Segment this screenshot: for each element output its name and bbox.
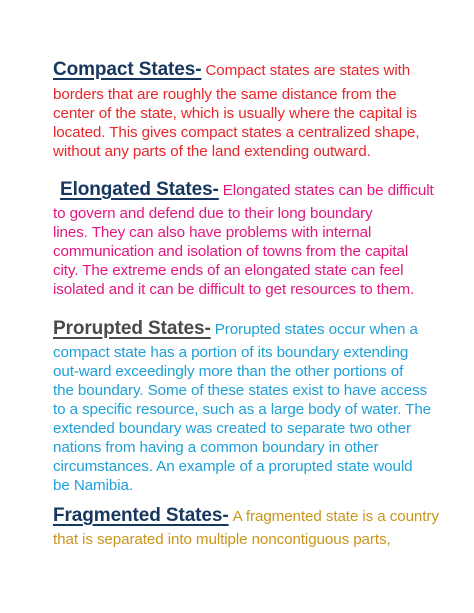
body-line: out-ward exceedingly more than the other portions of <box>53 363 404 380</box>
body-line: located. This gives compact states a centralized shape, <box>53 124 420 141</box>
body-line: lines. They can also have problems with internal <box>53 224 372 241</box>
body-line: be Namibia. <box>53 477 133 494</box>
body-line: that is separated into multiple noncontiguous parts, <box>53 531 391 548</box>
body-line: nations from having a common boundary in other <box>53 439 379 456</box>
body-line: communication and isolation of towns from the capital <box>53 243 409 260</box>
heading-line <box>53 319 418 339</box>
section-heading: Fragmented States- <box>53 505 229 526</box>
body-line: center of the state, which is usually where the capital is <box>53 105 417 122</box>
heading-line <box>60 180 434 200</box>
body-line: city. The extreme ends of an elongated state can feel <box>53 262 404 279</box>
section-lead-text: A fragmented state is a country <box>232 508 439 525</box>
body-line: extended boundary was created to separate two other <box>53 420 411 437</box>
body-line: without any parts of the land extending outward. <box>53 143 371 160</box>
body-line: isolated and it can be difficult to get resources to them. <box>53 281 415 298</box>
section-heading: Elongated States- <box>60 179 219 200</box>
body-line: borders that are roughly the same distance from the <box>53 86 397 103</box>
body-line: to govern and defend due to their long boundary <box>53 205 373 222</box>
heading-line <box>53 60 410 80</box>
heading-line <box>53 506 439 526</box>
body-line: to a specific resource, such as a large body of water. The <box>53 401 432 418</box>
section-lead-text: Elongated states can be difficult <box>222 182 434 199</box>
body-line: compact state has a portion of its boundary extending <box>53 344 409 361</box>
section-heading: Prorupted States- <box>53 318 211 339</box>
body-line: the boundary. Some of these states exist to have access <box>53 382 428 399</box>
section-heading: Compact States- <box>53 59 202 80</box>
body-line: circumstances. An example of a prorupted state would <box>53 458 413 475</box>
section-lead-text: Prorupted states occur when a <box>214 321 418 338</box>
section-lead-text: Compact states are states with <box>205 62 411 79</box>
